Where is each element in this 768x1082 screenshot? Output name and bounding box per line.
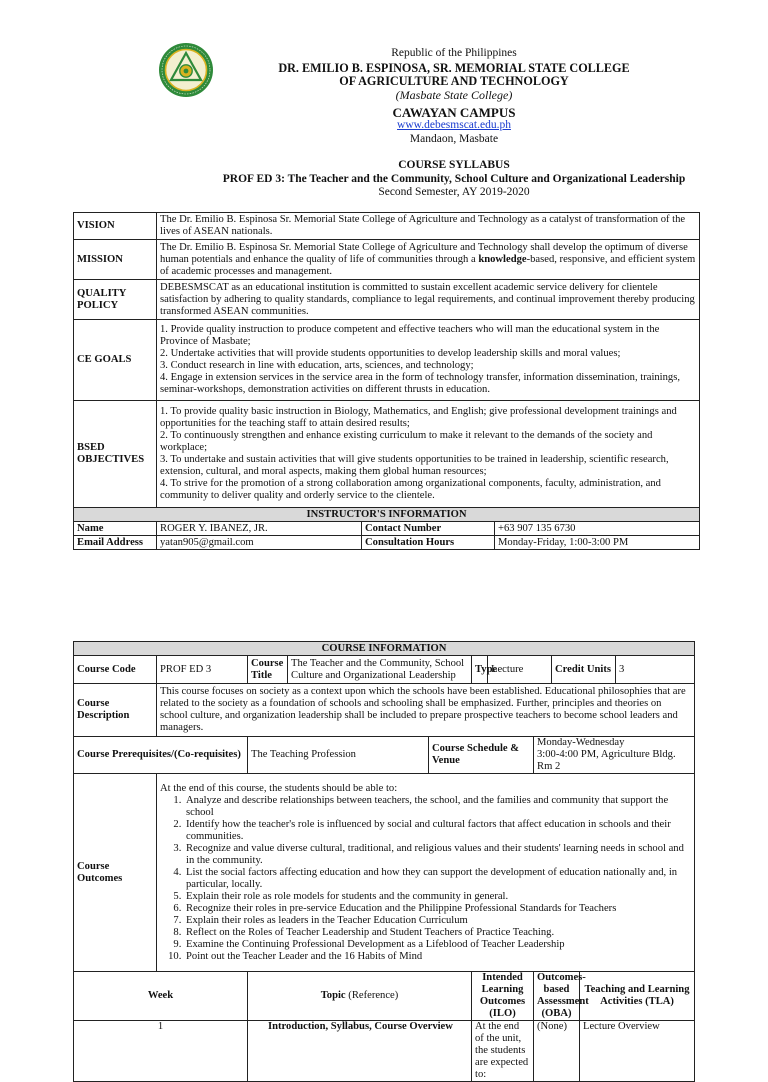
bsed-objectives-row	[74, 401, 700, 508]
consultation-hours-label: Consultation Hours	[362, 536, 495, 550]
course-outcome-item: 2. Identify how the teacher's role is influenced by social and cultural factors that affect education in schools and their communities.	[184, 819, 691, 843]
vision-row	[74, 213, 700, 240]
ce-goals-label: CE GOALS	[74, 320, 157, 401]
prerequisites-label: Course Prerequisites/(Co-requisites)	[74, 737, 248, 774]
prerequisites-row	[74, 737, 695, 774]
instructor-name-label: Name	[74, 522, 157, 536]
mission-text-part: The Dr. Emilio B. Espinosa Sr. Memorial State College of Agriculture and Technology shall develop the optimum of diverse human potentials and enhance the quality of life of communities through a	[160, 241, 688, 265]
email-address[interactable]: yatan905@gmail.com	[157, 536, 362, 550]
course-outcome-item: 10. Point out the Teacher Leader and the 16 Habits of Mind	[184, 951, 691, 963]
ce-goal-item: 3. Conduct research in line with education, arts, sciences, and technology;	[160, 360, 474, 371]
credit-units: 3	[616, 656, 695, 684]
course-code-label: Course Code	[74, 656, 157, 684]
week-header: Week	[74, 972, 248, 1021]
mission-row	[74, 240, 700, 280]
instructor-row-1	[74, 522, 700, 536]
plan-row	[74, 1021, 695, 1082]
bsed-objectives-label: BSED OBJECTIVES	[74, 401, 157, 508]
schedule-venue	[534, 737, 695, 774]
mission-text	[157, 240, 700, 280]
topic-header-reference: (Reference)	[348, 990, 399, 1001]
course-outcome-item: 4. List the social factors affecting education and how they can support the development of education nationally and, in particular, locally.	[184, 867, 691, 891]
course-outcome-item: 6. Recognize their roles in pre-service Education and the Philippine Professional Standards for Teachers	[184, 903, 691, 915]
vision-label: VISION	[74, 213, 157, 240]
topic-header-label: Topic	[320, 990, 346, 1001]
course-outcomes-row	[74, 774, 695, 972]
email-address-label: Email Address	[74, 536, 157, 550]
course-description: This course focuses on society as a context upon which the schools have been established. Educational philosophies that are related to the society as a foundation of schools and schooling shall be emphasized. Further, principles and theories on school culture, and organization leadership shall be included to prepare prospective teachers to become school leaders and managers.	[157, 684, 695, 737]
bsed-objective-item: 4. To strive for the promotion of a strong collaboration among organizational components, faculty, administration, and community to deliver quality and orderly service to the clientele.	[160, 478, 661, 501]
course-outcomes-label: Course Outcomes	[74, 774, 157, 972]
college-name-line1: DR. EMILIO B. ESPINOSA, SR. MEMORIAL STATE COLLEGE	[278, 61, 630, 75]
college-name-line2: OF AGRICULTURE AND TECHNOLOGY	[339, 74, 569, 88]
college-alias: (Masbate State College)	[395, 88, 513, 102]
credit-units-label: Credit Units	[552, 656, 616, 684]
schedule-venue-label: Course Schedule & Venue	[429, 737, 534, 774]
course-outcomes-intro: At the end of this course, the students should be able to:	[160, 782, 398, 794]
course-title: The Teacher and the Community, School Culture and Organizational Leadership	[288, 656, 472, 684]
mission-text-part: -based, responsive, and efficient system of academic processes and management.	[160, 253, 696, 277]
course-outcome-item: 1. Analyze and describe relationships between teachers, the school, and the families and community that support the school	[184, 795, 691, 819]
course-description-label: Course Description	[74, 684, 157, 737]
ce-goals-row	[74, 320, 700, 401]
tla-cell: Lecture Overview	[580, 1021, 695, 1082]
quality-policy-row	[74, 280, 700, 320]
republic-line: Republic of the Philippines	[391, 47, 517, 59]
instructor-name: ROGER Y. IBANEZ, JR.	[157, 522, 362, 536]
course-outcomes-list	[160, 795, 691, 963]
quality-policy-label: QUALITY POLICY	[74, 280, 157, 320]
instructor-section-bar	[74, 508, 700, 522]
oba-cell: (None)	[534, 1021, 580, 1082]
instructor-section-title: INSTRUCTOR'S INFORMATION	[74, 508, 700, 522]
ce-goal-item: 1. Provide quality instruction to produce competent and effective teachers who will man the educational system in the Province of Masbate;	[160, 324, 660, 347]
vision-text: The Dr. Emilio B. Espinosa Sr. Memorial State College of Agriculture and Technology as a catalyst of transformation of the lives of ASEAN nationals.	[157, 213, 700, 240]
course-code: PROF ED 3	[157, 656, 248, 684]
ce-goal-item: 4. Engage in extension services in the service area in the form of technology transfer, information dissemination, trainings, seminar-workshops, demonstration activities on different thrusts in education.	[160, 372, 680, 395]
oba-header: Outcomes-based Assessment (OBA)	[534, 972, 580, 1021]
schedule-days: Monday-Wednesday	[537, 737, 625, 748]
course-type: Lecture	[488, 656, 552, 684]
prerequisites: The Teaching Profession	[248, 737, 429, 774]
bsed-objective-item: 2. To continuously strengthen and enhance existing curriculum to make it relevant to the demands of the society and workplace;	[160, 430, 653, 453]
course-title-label: Course Title	[248, 656, 288, 684]
campus-location: Mandaon, Masbate	[409, 133, 499, 145]
semester-line: Second Semester, AY 2019-2020	[378, 186, 530, 198]
instructor-row-2	[74, 536, 700, 550]
course-info-table	[73, 641, 695, 1082]
bsed-objectives-text	[157, 401, 700, 508]
course-outcome-item: 7. Explain their roles as leaders in the Teacher Education Curriculum	[184, 915, 691, 927]
tla-header: Teaching and Learning Activities (TLA)	[580, 972, 695, 1021]
quality-policy-text: DEBESMSCAT as an educational institution is committed to sustain excellent academic service delivery for clientele satisfaction by adhering to quality standards, compliance to legal requirements, and continual improvement thereby producing transformed ASEAN communities.	[157, 280, 700, 320]
bsed-objective-item: 3. To undertake and sustain activities that will give students opportunities to be trained in leadership, scientific research, extension, cultural, and moral aspects, making them global human resources;	[160, 454, 669, 477]
course-description-row	[74, 684, 695, 737]
course-section-title: COURSE INFORMATION	[74, 642, 695, 656]
contact-number-label: Contact Number	[362, 522, 495, 536]
course-outcome-item: 8. Reflect on the Roles of Teacher Leadership and Student Teachers of Practice Teaching.	[184, 927, 691, 939]
ce-goal-item: 2. Undertake activities that will provide students opportunities to develop leadership skills and moral values;	[160, 348, 621, 359]
week-cell: 1	[74, 1021, 248, 1082]
institution-table	[73, 212, 700, 550]
topic-header	[248, 972, 472, 1021]
plan-header-row	[74, 972, 695, 1021]
mission-label: MISSION	[74, 240, 157, 280]
document-title: COURSE SYLLABUS	[398, 159, 510, 171]
consultation-hours: Monday-Friday, 1:00-3:00 PM	[495, 536, 700, 550]
campus-name: CAWAYAN CAMPUS	[392, 105, 516, 120]
mission-keyword: knowledge	[478, 253, 527, 265]
course-outcomes	[157, 774, 695, 972]
topic-cell: Introduction, Syllabus, Course Overview	[248, 1021, 472, 1082]
course-code-row	[74, 656, 695, 684]
website-link[interactable]: www.debesmscat.edu.ph	[397, 119, 511, 131]
ilo-header: Intended Learning Outcomes (ILO)	[472, 972, 534, 1021]
contact-number: +63 907 135 6730	[495, 522, 700, 536]
course-heading: PROF ED 3: The Teacher and the Community, School Culture and Organizational Leadership	[222, 173, 686, 185]
course-outcome-item: 5. Explain their role as role models for students and the community in general.	[184, 891, 691, 903]
type-label: Type	[472, 656, 488, 684]
schedule-time-venue: 3:00-4:00 PM, Agriculture Bldg. Rm 2	[537, 749, 676, 772]
course-outcome-item: 3. Recognize and value diverse cultural, traditional, and religious values and their students' learning needs in school and in the community.	[184, 843, 691, 867]
bsed-objective-item: 1. To provide quality basic instruction in Biology, Mathematics, and English; give professional development trainings and opportunities for the teaching staff to attain desired results;	[160, 406, 677, 429]
ilo-cell: At the end of the unit, the students are expected to:	[472, 1021, 534, 1082]
ce-goals-text	[157, 320, 700, 401]
course-section-bar	[74, 642, 695, 656]
course-outcome-item: 9. Examine the Continuing Professional Development as a Lifeblood of Teacher Leadership	[184, 939, 691, 951]
